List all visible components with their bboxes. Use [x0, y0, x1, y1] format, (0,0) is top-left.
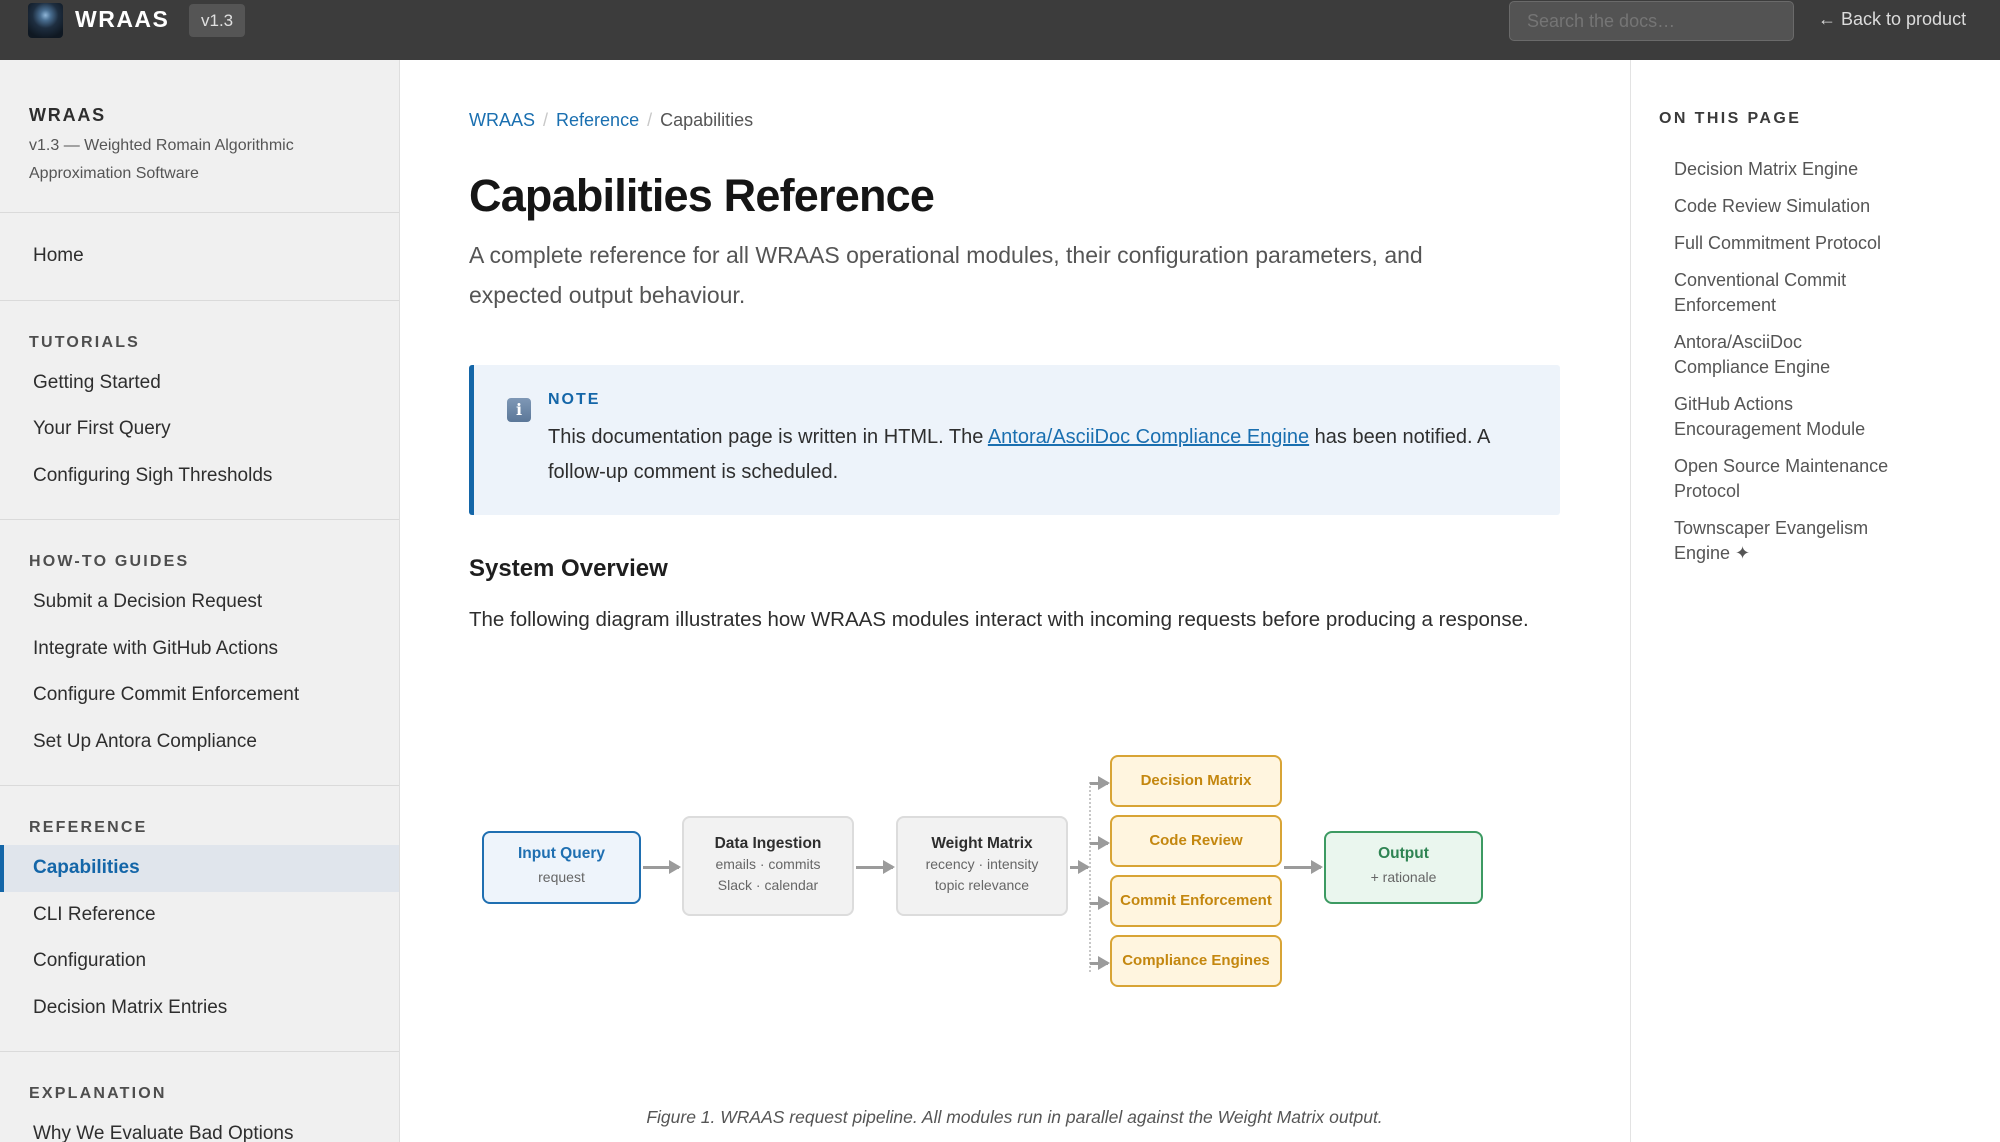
node-subtitle: topic relevance — [934, 877, 1030, 893]
diagram-node-output — [1324, 831, 1483, 904]
back-to-product-link[interactable]: ← Back to product — [1818, 9, 1967, 29]
node-subtitle: request — [538, 869, 585, 885]
breadcrumb-wraas[interactable]: WRAAS — [469, 110, 536, 130]
page-title: Capabilities Reference — [469, 170, 935, 221]
sidebar-section-label: HOW-TO GUIDES — [29, 553, 190, 570]
toc-list — [1674, 157, 1974, 578]
sidebar-section-tutorials — [0, 301, 399, 521]
fanout-connector — [1089, 782, 1091, 972]
arrow-icon — [1090, 962, 1108, 965]
sidebar-item-integrate-github-actions[interactable]: Integrate with GitHub Actions — [33, 637, 279, 659]
note-link-antora-compliance-engine[interactable]: Antora/AsciiDoc Compliance Engine — [987, 426, 1310, 448]
node-subtitle: recency · intensity — [925, 856, 1039, 872]
diagram-node-input-query — [482, 831, 641, 904]
breadcrumb-separator: / — [543, 110, 549, 130]
node-subtitle: Slack · calendar — [717, 877, 819, 893]
sidebar-section-label: TUTORIALS — [29, 333, 141, 351]
note-label: NOTE — [548, 391, 601, 408]
breadcrumb-reference[interactable]: Reference — [556, 110, 640, 130]
toc-item-full-commitment-protocol[interactable]: Full Commitment Protocol — [1674, 233, 1882, 253]
sidebar-section-how-to-guides — [0, 520, 399, 786]
arrow-icon — [1284, 866, 1321, 869]
diagram-node-decision-matrix: Decision Matrix — [1110, 755, 1282, 807]
breadcrumb-current: Capabilities — [660, 110, 754, 130]
node-title: Output — [1378, 845, 1429, 862]
toc-item-open-source-maintenance-protocol[interactable]: Open Source Maintenance Protocol — [1674, 456, 1889, 501]
sidebar-item-your-first-query[interactable]: Your First Query — [33, 418, 171, 439]
sidebar-header — [0, 60, 399, 213]
info-icon: i — [507, 398, 531, 422]
brand-name[interactable]: WRAAS — [75, 6, 170, 32]
breadcrumb-separator: / — [647, 110, 653, 130]
diagram-node-data-ingestion — [682, 816, 854, 916]
logo-avatar[interactable] — [28, 3, 63, 38]
arrow-icon — [1090, 902, 1108, 905]
node-title: Data Ingestion — [714, 835, 822, 852]
pipeline-diagram — [469, 750, 1560, 1127]
toc-item-decision-matrix-engine[interactable]: Decision Matrix Engine — [1674, 159, 1859, 179]
node-title: Weight Matrix — [931, 835, 1033, 852]
page-lede: A complete reference for all WRAAS operational modules, their configuration parameters, and expected output behaviour. — [469, 242, 1423, 308]
breadcrumb — [469, 110, 1560, 134]
toc-item-antora-asciidoc-compliance-engine[interactable]: Antora/AsciiDoc Compliance Engine — [1674, 332, 1831, 377]
sidebar-item-getting-started[interactable]: Getting Started — [33, 371, 161, 393]
toc-item-conventional-commit-enforcement[interactable]: Conventional Commit Enforcement — [1674, 270, 1847, 315]
sidebar-item-decision-matrix-entries[interactable]: Decision Matrix Entries — [33, 996, 228, 1018]
top-bar — [0, 0, 2000, 60]
note-text-before: This documentation page is written in HTML. The — [548, 426, 988, 448]
toc-label: ON THIS PAGE — [1659, 110, 1802, 127]
sidebar-subtitle: v1.3 — Weighted Romain Algorithmic Approximation Software — [29, 137, 294, 182]
sidebar-section-label: EXPLANATION — [29, 1085, 167, 1102]
diagram-node-compliance-engines: Compliance Engines — [1110, 935, 1282, 987]
main-content — [469, 60, 1560, 1127]
sidebar-item-home[interactable]: Home — [33, 245, 84, 266]
arrow-icon — [1090, 842, 1108, 845]
sidebar-item-configuring-sigh-thresholds[interactable]: Configuring Sigh Thresholds — [33, 464, 273, 486]
section-heading-system-overview: System Overview — [469, 555, 668, 582]
sidebar-item-set-up-antora-compliance[interactable]: Set Up Antora Compliance — [33, 730, 257, 752]
version-badge: v1.3 — [189, 4, 245, 37]
toc-item-code-review-simulation[interactable]: Code Review Simulation — [1674, 196, 1871, 216]
sidebar-section-label: REFERENCE — [29, 819, 148, 836]
figure-caption: Figure 1. WRAAS request pipeline. All modules run in parallel against the Weight Matrix output. — [646, 1107, 1383, 1127]
arrow-icon — [643, 866, 679, 869]
sidebar-item-cli-reference[interactable]: CLI Reference — [33, 903, 156, 925]
toc-item-github-actions-encouragement-module[interactable]: GitHub Actions Encouragement Module — [1674, 394, 1866, 439]
arrow-icon — [1090, 782, 1108, 785]
note-body — [548, 420, 1548, 490]
note-callout — [469, 365, 1560, 515]
note-text-after: has been notified. A follow-up comment is scheduled. — [548, 426, 1490, 483]
sidebar-section-explanation — [0, 1052, 399, 1142]
arrow-icon — [1070, 866, 1088, 869]
arrow-icon — [856, 866, 893, 869]
node-subtitle: emails · commits — [715, 856, 821, 872]
node-title: Input Query — [518, 845, 605, 862]
sidebar-section-reference — [0, 786, 399, 1052]
diagram-node-commit-enforcement: Commit Enforcement — [1110, 875, 1282, 927]
sidebar-item-capabilities[interactable]: Capabilities — [0, 845, 399, 892]
on-this-page-toc — [1630, 60, 2000, 1142]
search-input[interactable] — [1509, 1, 1794, 41]
sidebar-item-configure-commit-enforcement[interactable]: Configure Commit Enforcement — [33, 684, 300, 705]
sidebar-item-submit-decision-request[interactable]: Submit a Decision Request — [33, 591, 263, 612]
node-subtitle: + rationale — [1370, 869, 1437, 885]
sidebar — [0, 60, 400, 1142]
sidebar-item-configuration[interactable]: Configuration — [33, 950, 147, 971]
sidebar-section-home — [0, 213, 399, 301]
sidebar-item-why-we-evaluate-bad-options[interactable]: Why We Evaluate Bad Options — [33, 1123, 294, 1142]
toc-item-townscaper-evangelism-engine[interactable]: Townscaper Evangelism Engine ✦ — [1674, 518, 1869, 563]
diagram-node-weight-matrix — [896, 816, 1068, 916]
section-paragraph: The following diagram illustrates how WRAAS modules interact with incoming requests before producing a response. — [469, 608, 1529, 631]
sidebar-title: WRAAS — [29, 105, 106, 125]
diagram-node-code-review: Code Review — [1110, 815, 1282, 867]
